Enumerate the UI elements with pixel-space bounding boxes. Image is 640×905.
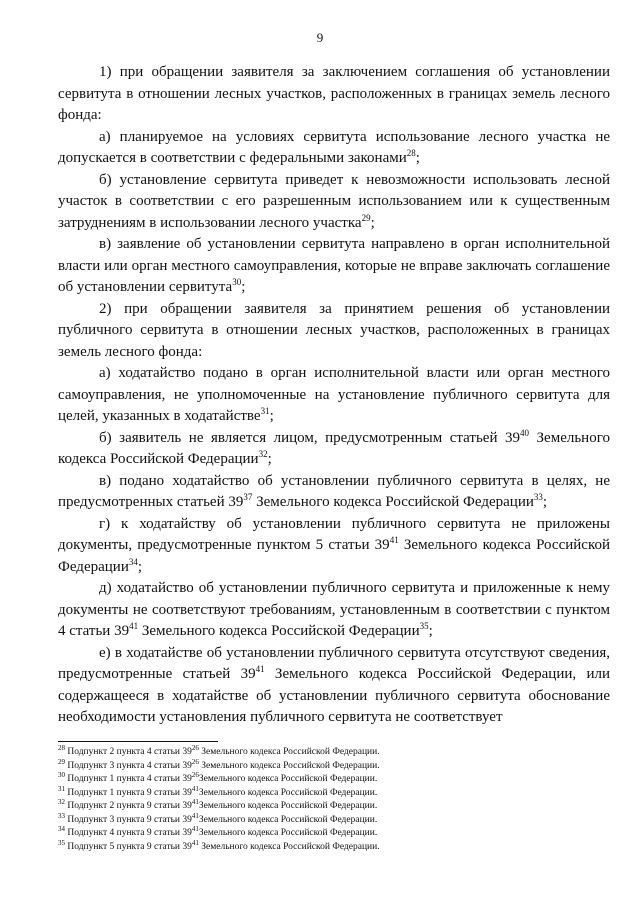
text-run: г) к ходатайству об установлении публичного сервитута не приложены документы, предусмотренные пунктом 5 статьи 39 [58,515,610,553]
footnote [58,743,618,760]
superscript-ref: 40 [520,427,530,438]
superscript-ref: 26 [191,743,199,752]
text-run: Подпункт 2 пункта 4 статьи 39 [65,747,192,757]
paragraph [58,643,610,729]
superscript-ref: 29 [58,757,65,766]
text-run: б) установление сервитута приведет к невозможности использовать лесной участок в соответствии с его разрешенным использованием или к существенным затруднениям в использовании лесного участка [58,171,610,231]
paragraph [58,578,610,643]
footnote [58,784,618,801]
superscript-ref: 41 [129,621,139,631]
paragraph [58,514,610,579]
superscript-ref: 33 [533,492,543,502]
footnote [58,838,618,855]
text-run: Земельного кодекса Российской Федерации [58,429,610,467]
text-run: Земельного кодекса Российской Федерации. [198,814,378,825]
paragraph [58,299,610,364]
superscript-ref: 41 [191,811,199,820]
paragraph [58,234,610,299]
text-run: а) планируемое на условиях сервитута использование лесного участка не допускается в соответствии с федеральными законами [58,128,610,166]
text-run: Земельного кодекса Российской Федерации. [198,801,378,811]
text-run: Подпункт 1 пункта 4 статьи 39 [65,774,192,784]
text-run: Подпункт 5 пункта 9 статьи 39 [65,841,192,852]
text-run: Земельного кодекса Российской Федерации [58,537,610,575]
text-run: д) ходатайство об установлении публичного сервитута и приложенные к нему документы не соответствуют требованиям, установленным в соответствии с пунктом 4 статьи 39 [58,580,610,639]
footnote [58,824,618,841]
footnote [58,811,618,828]
superscript-ref: 41 [191,784,199,793]
text-run: ; [269,408,274,424]
text-run: Земельного кодекса Российской Федерации [138,623,420,639]
superscript-ref: 33 [58,811,65,820]
paragraph [58,363,610,428]
text-run: в) заявление об установлении сервитута направлено в орган исполнительной власти или орган местного самоуправления, которые не вправе заключать соглашение об установлении сервитута [58,236,610,295]
text-run: ; [241,279,246,295]
text-run: Подпункт 4 пункта 9 статьи 39 [65,828,192,838]
text-run: а) ходатайство подано в орган исполнительной власти или орган местного самоуправления, не уполномоченные на установление публичного сервитута для целей, указанных в ходатайстве [58,365,610,424]
text-run: е) в ходатайстве об установлении публичного сервитута отсутствуют сведения, предусмотренные статьей 39 [58,644,610,682]
text-run: Подпункт 3 пункта 9 статьи 39 [65,814,192,825]
text-run: б) заявитель не является лицом, предусмотренным статьей 39 [99,429,521,446]
text-run: ; [428,623,433,639]
page-number: 9 [316,30,324,45]
footnote-separator [58,741,218,742]
text-run: Земельного кодекса Российской Федерации. [198,828,378,838]
text-run: Подпункт 3 пункта 4 статьи 39 [65,760,192,771]
superscript-ref: 32 [258,449,268,459]
text-run: ; [542,494,548,510]
superscript-ref: 37 [243,492,253,502]
superscript-ref: 32 [58,797,65,806]
paragraph [58,127,610,170]
superscript-ref: 41 [191,838,199,847]
superscript-ref: 41 [389,535,399,545]
superscript-ref: 26 [191,770,199,779]
body-text [58,62,610,729]
footnotes [58,743,618,854]
superscript-ref: 35 [58,838,65,847]
superscript-ref: 30 [58,770,65,779]
paragraph [58,428,610,471]
text-run: ; [137,558,143,575]
text-run: Земельного кодекса Российской Федерации. [198,774,378,784]
superscript-ref: 30 [232,277,242,287]
text-run: 1) при обращении заявителя за заключением соглашения об установлении сервитута в отношении лесных участков, расположенных в границах земель лесного фонда: [58,64,610,123]
text-run: в) подано ходатайство об установлении публичного сервитута в целях, не предусмотренных статьей 39 [58,472,610,510]
footnote [58,770,618,787]
text-run: Подпункт 2 пункта 9 статьи 39 [65,801,192,811]
superscript-ref: 34 [128,556,138,567]
superscript-ref: 41 [191,797,199,806]
text-run: Подпункт 1 пункта 9 статьи 39 [65,787,192,798]
text-run: ; [370,214,375,231]
superscript-ref: 41 [255,664,265,674]
text-run: Земельного кодекса Российской Федерации. [198,841,380,852]
text-run: Земельного кодекса Российской Федерации [252,494,534,510]
superscript-ref: 26 [191,757,199,766]
text-run: Земельного кодекса Российской Федерации. [198,760,380,771]
superscript-ref: 35 [419,621,429,631]
text-run: Земельного кодекса Российской Федерации, или содержащееся в ходатайстве об установлении публичного сервитута обоснование необходимости установления публичного сервитута не соответствует [58,666,610,725]
text-run: Земельного кодекса Российской Федерации. [198,747,380,757]
superscript-ref: 29 [361,212,371,223]
footnote [58,797,618,814]
footnote [58,757,618,774]
superscript-ref: 34 [58,824,65,833]
superscript-ref: 28 [58,743,65,752]
text-run: ; [267,451,272,467]
superscript-ref: 28 [406,148,416,158]
text-run: ; [415,150,420,166]
superscript-ref: 41 [191,824,199,833]
text-run: 2) при обращении заявителя за принятием решения об установлении публичного сервитута в отношении лесных участков, расположенных в границах земель лесного фонда: [58,300,610,360]
paragraph [58,170,610,235]
superscript-ref: 31 [260,406,270,416]
paragraph [58,471,610,514]
text-run: Земельного кодекса Российской Федерации. [198,787,378,798]
superscript-ref: 31 [58,784,65,793]
paragraph [58,62,610,127]
